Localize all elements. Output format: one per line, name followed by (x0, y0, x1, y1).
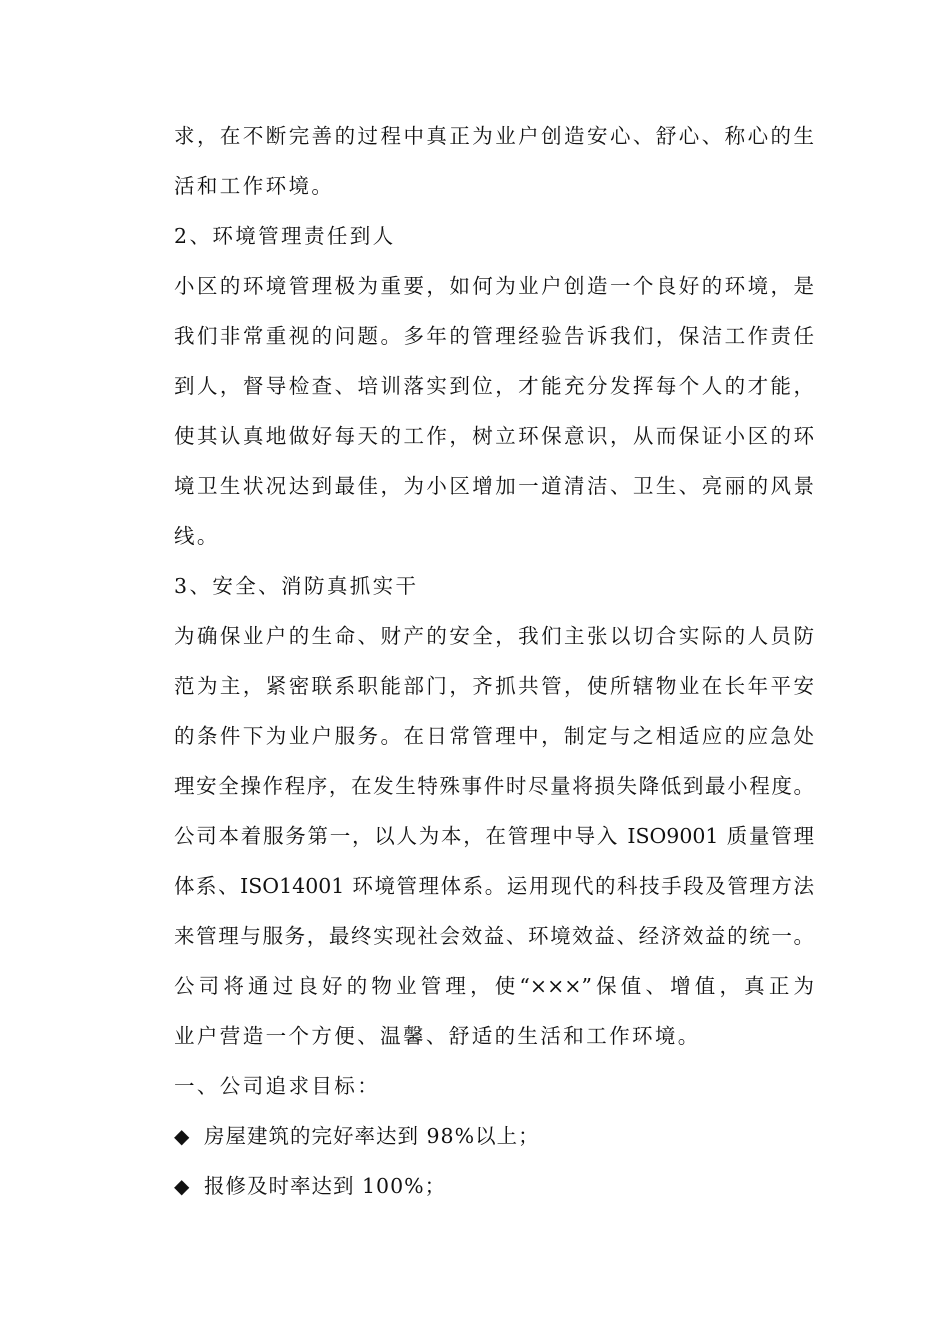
paragraph-line: 为确保业户的生命、财产的安全，我们主张以切合实际的人员防 (174, 624, 814, 648)
paragraph-line: 求，在不断完善的过程中真正为业户创造安心、舒心、称心的生 (174, 124, 814, 148)
bullet-text: 报修及时率达到 100%； (204, 1174, 447, 1198)
section-heading: 一、公司追求目标： (174, 1074, 381, 1098)
paragraph-line: 境卫生状况达到最佳，为小区增加一道清洁、卫生、亮丽的风景 (174, 474, 814, 498)
paragraph-line: 使其认真地做好每天的工作，树立环保意识，从而保证小区的环 (174, 424, 814, 448)
diamond-bullet-icon: ◆ (174, 1174, 191, 1198)
diamond-bullet-icon: ◆ (174, 1124, 191, 1148)
paragraph-line: 线。 (174, 524, 220, 548)
paragraph-line: 到人，督导检查、培训落实到位，才能充分发挥每个人的才能， (174, 374, 814, 398)
paragraph-line: 范为主，紧密联系职能部门，齐抓共管，使所辖物业在长年平安 (174, 674, 814, 698)
paragraph-line: 业户营造一个方便、温馨、舒适的生活和工作环境。 (174, 1024, 701, 1048)
paragraph-line: 体系、ISO14001 环境管理体系。运用现代的科技手段及管理方法 (174, 874, 814, 898)
paragraph-line: 公司本着服务第一，以人为本，在管理中导入 ISO9001 质量管理 (174, 824, 814, 848)
paragraph-line: 小区的环境管理极为重要，如何为业户创造一个良好的环境，是 (174, 274, 814, 298)
section-heading: 3、安全、消防真抓实干 (174, 574, 419, 598)
bullet-item (174, 1116, 814, 1156)
paragraph-line: 公司将通过良好的物业管理，使“×××”保值、增值，真正为 (174, 974, 814, 998)
paragraph-line: 理安全操作程序，在发生特殊事件时尽量将损失降低到最小程度。 (174, 774, 814, 798)
paragraph-line: 的条件下为业户服务。在日常管理中，制定与之相适应的应急处 (174, 724, 814, 748)
section-heading: 2、环境管理责任到人 (174, 224, 396, 248)
paragraph-line: 活和工作环境。 (174, 174, 335, 198)
bullet-item (174, 1166, 814, 1206)
paragraph-line: 来管理与服务，最终实现社会效益、环境效益、经济效益的统一。 (174, 924, 814, 948)
bullet-text: 房屋建筑的完好率达到 98%以上； (204, 1124, 540, 1148)
paragraph-line: 我们非常重视的问题。多年的管理经验告诉我们，保洁工作责任 (174, 324, 814, 348)
